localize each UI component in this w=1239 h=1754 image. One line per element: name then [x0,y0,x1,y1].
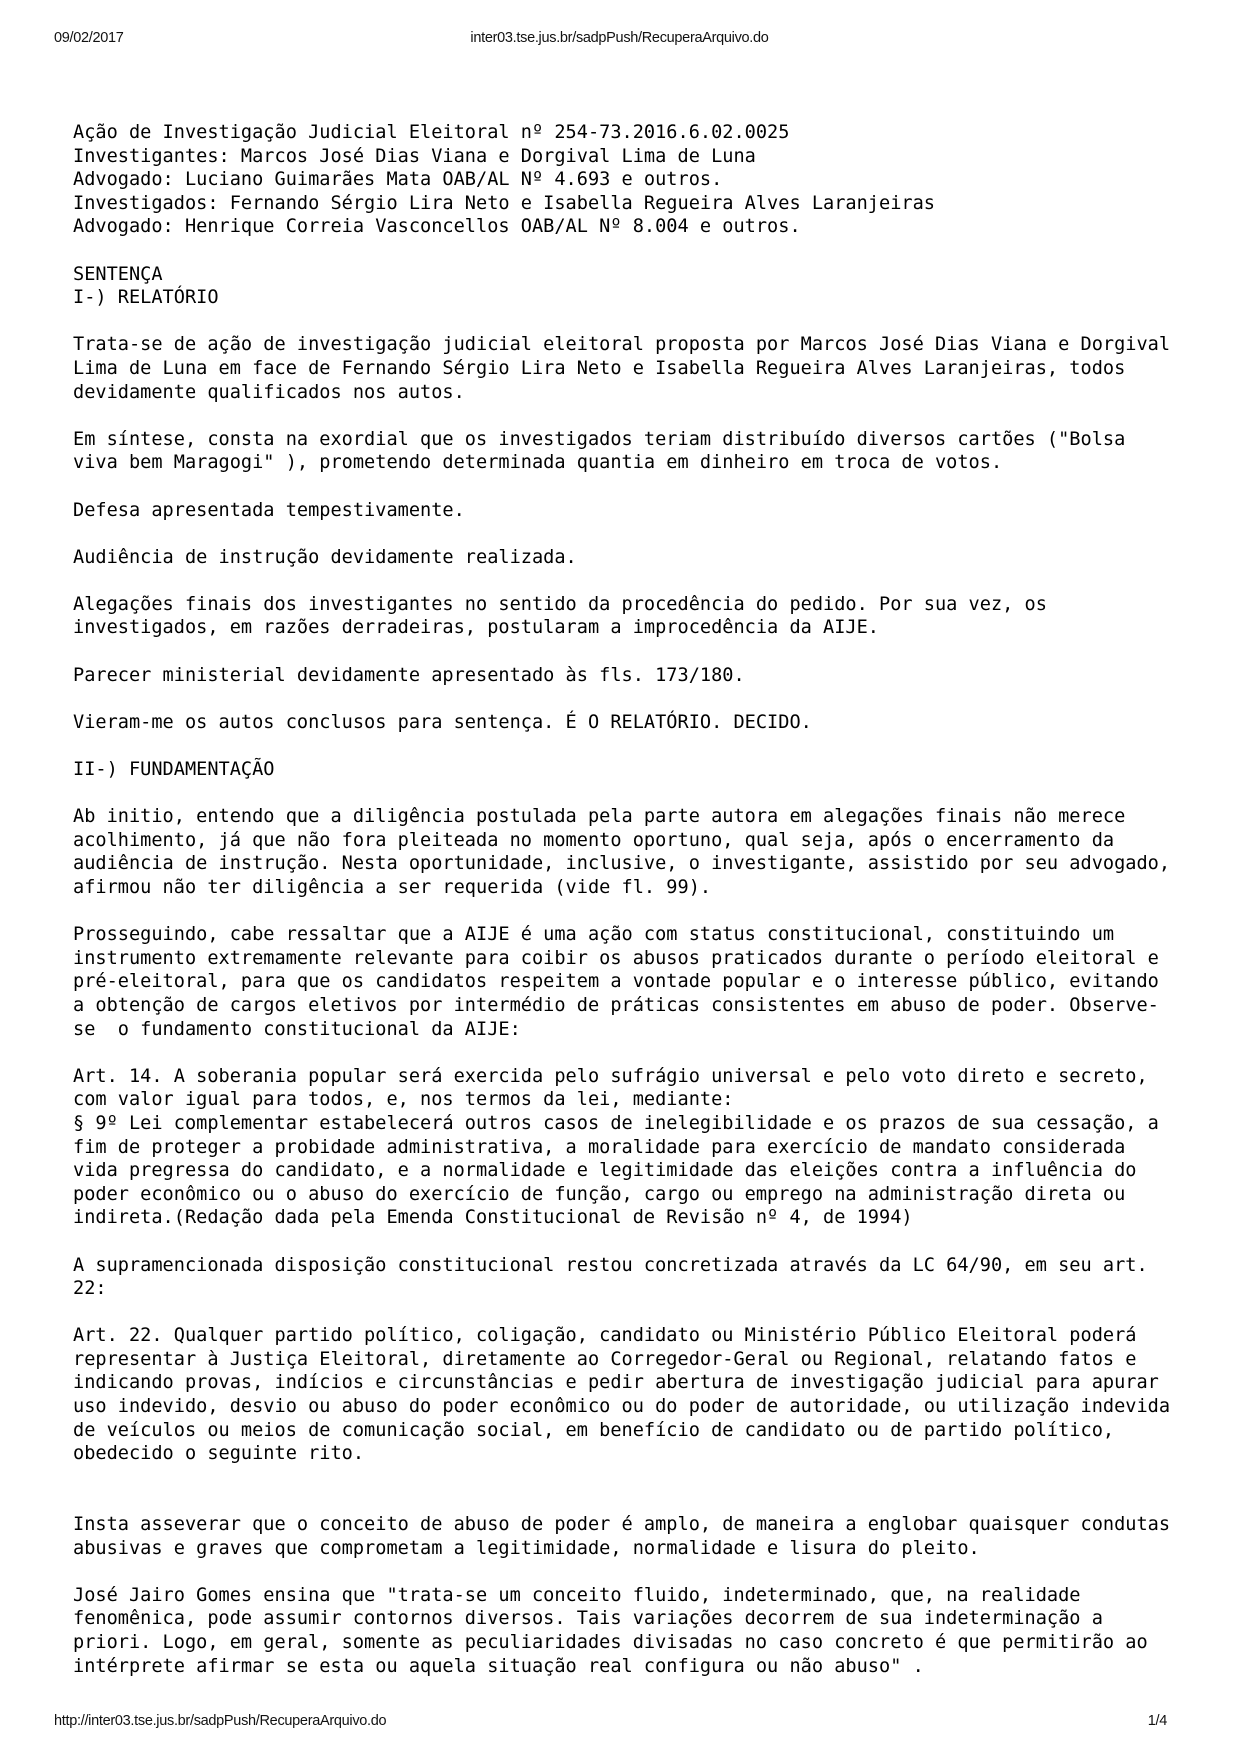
text-line: José Jairo Gomes ensina que "trata-se um conceito fluido, indeterminado, que, na realidade [73,1584,1081,1606]
text-line: Insta asseverar que o conceito de abuso de poder é amplo, de maneira a englobar quaisquer condutas [73,1514,1171,1536]
paragraph [73,499,1183,523]
section-heading [73,758,1183,782]
text-line: vida pregressa do candidato, e a normalidade e legitimidade das eleições contra a influência do [73,1160,1137,1182]
text-line: Em síntese, consta na exordial que os investigados teriam distribuído diversos cartões ("Bolsa [73,428,1126,450]
text-line: representar à Justiça Eleitoral, diretamente ao Corregedor-Geral ou Regional, relatando fatos e [73,1348,1137,1370]
text-line: Trata-se de ação de investigação judicial eleitoral proposta por Marcos José Dias Viana e Dorgival [73,334,1171,356]
text-line: Audiência de instrução devidamente realizada. [73,546,577,568]
paragraph [73,593,1183,640]
text-line: Art. 22. Qualquer partido político, coligação, candidato ou Ministério Público Eleitoral poderá [73,1325,1137,1347]
paragraph [73,805,1183,899]
text-line: abusivas e graves que comprometam a legitimidade, normalidade e lisura do pleito. [73,1537,980,1559]
quotation [73,1065,1183,1230]
footer-url: http://inter03.tse.jus.br/sadpPush/RecuperaArquivo.do [54,1713,387,1729]
page-number: 1/4 [1147,1713,1167,1729]
text-line: viva bem Maragogi" ), prometendo determinada quantia em dinheiro em troca de votos. [73,452,1003,474]
text-line: a obtenção de cargos eletivos por intermédio de práticas consistentes em abuso de poder. Observe- [73,994,1159,1016]
text-line: I-) RELATÓRIO [73,287,219,309]
text-line: fenomênica, pode assumir contornos diversos. Tais variações decorrem de sua indeterminação a [73,1608,1103,1630]
print-header [54,30,1185,50]
paragraph [73,664,1183,688]
text-line: Ação de Investigação Judicial Eleitoral nº 254-73.2016.6.02.0025 [73,122,790,143]
text-line: uso indevido, desvio ou abuso do poder econômico ou do poder de autoridade, ou utilização indevida [73,1396,1171,1418]
text-line: devidamente qualificados nos autos. [73,381,465,403]
text-line: Advogado: Luciano Guimarães Mata OAB/AL Nº 4.693 e outros. [73,169,723,191]
text-line: audiência de instrução. Nesta oportunidade, inclusive, o investigante, assistido por seu advogado, [73,853,1171,875]
text-line: priori. Logo, em geral, somente as peculiaridades divisadas no caso concreto é que permitirão ao [73,1632,1148,1653]
paragraph [73,711,1183,735]
paragraph [73,923,1183,1041]
text-line: Ab initio, entendo que a diligência postulada pela parte autora em alegações finais não merece [73,806,1126,828]
section-heading [73,263,1183,310]
case-header [73,121,1183,239]
text-line: intérprete afirmar se esta ou aquela situação real configura ou não abuso" . [73,1655,924,1677]
text-line: Vieram-me os autos conclusos para sentença. É O RELATÓRIO. DECIDO. [73,711,812,733]
text-line: fim de proteger a probidade administrativa, a moralidade para exercício de mandato considerada [73,1136,1126,1158]
text-line: Defesa apresentada tempestivamente. [73,499,465,521]
text-line: acolhimento, já que não fora pleiteada no momento oportuno, qual seja, após o encerramento da [73,829,1115,851]
text-line: Lima de Luna em face de Fernando Sérgio Lira Neto e Isabella Regueira Alves Laranjeiras, todos [73,357,1126,379]
text-line: pré-eleitoral, para que os candidatos respeitem a vontade popular e o interesse público, evitando [73,971,1159,993]
text-line: afirmou não ter diligência a ser requerida (vide fl. 99). [73,877,712,898]
text-line: Investigantes: Marcos José Dias Viana e Dorgival Lima de Luna [73,145,756,167]
text-line: instrumento extremamente relevante para coibir os abusos praticados durante o período eleitoral e [73,947,1159,969]
paragraph [73,1513,1183,1560]
text-line: se o fundamento constitucional da AIJE: [73,1018,521,1040]
text-line: Art. 14. A soberania popular será exercida pelo sufrágio universal e pelo voto direto e secreto, [73,1065,1148,1087]
text-line: Parecer ministerial devidamente apresentado às fls. 173/180. [73,664,745,686]
paragraph [73,1584,1183,1678]
text-line: de veículos ou meios de comunicação social, em benefício de candidato ou de partido político, [73,1419,1115,1441]
text-line: com valor igual para todos, e, nos termos da lei, mediante: [73,1089,734,1111]
text-line: Alegações finais dos investigantes no sentido da procedência do pedido. Por sua vez, os [73,593,1047,615]
text-line: investigados, em razões derradeiras, postularam a improcedência da AIJE. [73,617,879,639]
paragraph [73,333,1183,404]
print-url: inter03.tse.jus.br/sadpPush/RecuperaArquivo.do [470,30,769,46]
text-line: indicando provas, indícios e circunstâncias e pedir abertura de investigação judicial para apurar [73,1372,1159,1394]
text-line: § 9º Lei complementar estabelecerá outros casos de inelegibilidade e os prazos de sua cessação, a [73,1112,1159,1134]
text-line: obedecido o seguinte rito. [73,1443,365,1465]
text-line: Prosseguindo, cabe ressaltar que a AIJE é uma ação com status constitucional, constituindo um [73,924,1115,946]
paragraph [73,428,1183,475]
text-line: indireta.(Redação dada pela Emenda Constitucional de Revisão nº 4, de 1994) [73,1207,913,1229]
text-line: SENTENÇA [73,263,163,285]
print-date: 09/02/2017 [54,30,124,46]
paragraph [73,546,1183,570]
text-line: A supramencionada disposição constitucional restou concretizada através da LC 64/90, em seu art. [73,1254,1148,1276]
text-line: II-) FUNDAMENTAÇÃO [73,759,275,781]
paragraph [73,1254,1183,1301]
text-line: 22: [73,1278,107,1300]
document-body [73,121,1183,1702]
quotation [73,1324,1183,1466]
text-line: Investigados: Fernando Sérgio Lira Neto e Isabella Regueira Alves Laranjeiras [73,192,935,214]
print-footer [54,1713,1185,1733]
text-line: Advogado: Henrique Correia Vasconcellos OAB/AL Nº 8.004 e outros. [73,216,801,238]
text-line: poder econômico ou o abuso do exercício de função, cargo ou emprego na administração direta ou [73,1183,1126,1205]
